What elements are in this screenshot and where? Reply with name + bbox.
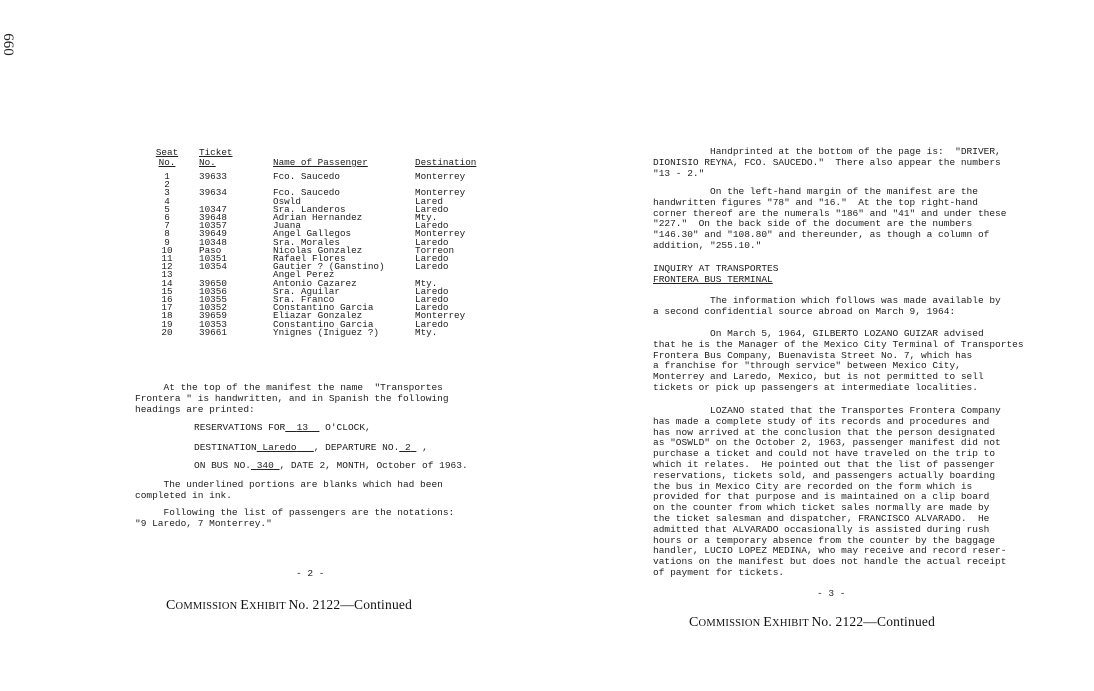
seat-cell: 5 <box>164 203 170 215</box>
seat-cell: 8 <box>164 228 170 240</box>
seat-cell: 1 <box>164 171 170 182</box>
ticket-cell: 39648 <box>199 212 227 224</box>
ticket-cell: 39649 <box>199 228 227 240</box>
right-para-3: The information which follows was made available by a second confidential source abroad on March 9, 1964: <box>653 295 1001 317</box>
left-para-1: At the top of the manifest the name "Transportes Frontera " is handwritten, and in Spanish the following headings are printed: <box>135 382 449 415</box>
ticket-cell: 10347 <box>199 203 227 215</box>
destination-value: Laredo <box>262 442 297 453</box>
header-destination: Destination <box>415 157 477 168</box>
seat-cell: 19 <box>161 318 173 330</box>
name-cell: Eliazar Gonzalez <box>273 310 363 322</box>
destination-cell: Mty. <box>415 277 438 289</box>
seat-cell: 4 <box>164 195 170 207</box>
seat-cell: 18 <box>161 310 173 322</box>
name-cell: Juana <box>273 220 301 232</box>
destination-cell: Monterrey <box>415 171 466 182</box>
destination-cell: Laredo <box>415 236 449 248</box>
manifest-body <box>135 173 485 337</box>
ticket-cell: 39650 <box>199 277 227 289</box>
section-heading-line-2: FRONTERA BUS TERMINAL <box>653 273 773 285</box>
destination-cell: Laredo <box>415 220 449 232</box>
name-cell: Angel Perez <box>273 269 335 281</box>
destination-cell: Monterrey <box>415 310 466 322</box>
header-seat: Seat No. <box>155 147 179 168</box>
right-para-2: On the left-hand margin of the manifest are the handwritten figures "78" and "16." At the top right-hand corner thereof are the numerals "186" and "41" and under these "227." On the back side of the document are the numbers "146.30" and "108.80" and thereunder, as though a column of addition, "255.10." <box>653 186 1007 251</box>
seat-cell: 13 <box>161 269 173 281</box>
ticket-cell: 39633 <box>199 171 227 182</box>
destination-cell: Torreon <box>415 244 455 256</box>
name-cell: Antonio Cazarez <box>273 277 357 289</box>
seat-cell: 9 <box>164 236 170 248</box>
form-line-bus <box>194 461 468 472</box>
destination-cell: Laredo <box>415 203 449 215</box>
right-para-1: Handprinted at the bottom of the page is: "DRIVER, DIONISIO REYNA, FCO. SAUCEDO." There also appear the numbers "13 - 2." <box>653 146 1001 179</box>
destination-cell: Mty. <box>415 212 438 224</box>
ticket-cell: 39659 <box>199 310 227 322</box>
right-para-5: LOZANO stated that the Transportes Frontera Company has made a complete study of its records and procedures and has now arrived at the conclusion that the person designated as "OSWLD" on the October 2, 1963, passenger manifest did not purchase a ticket and could not have traveled on the trip to which it relates. He pointed out that the list of passenger reservations, tickets sold, and passengers actually boarding the bus in Mexico City are recorded on the form which is provided for that purpose and is maintained on a clip board on the counter from which ticket sales normally are made by the ticket salesman and dispatcher, FRANCISCO ALVARADO. He admitted that ALVARADO occasionally is assisted during rush hours or a temporary absence from the counter by the baggage handler, LUCIO LOPEZ MEDINA, who may receive and record reser- vations on the manifest but does not handle the actual receipt of payment for tickets. <box>653 405 1007 578</box>
form-line-reservations <box>194 423 371 434</box>
name-cell: Angel Gallegos <box>273 228 352 240</box>
name-cell: Nicolas Gonzalez <box>273 244 363 256</box>
destination-label: DESTINATION <box>194 442 257 453</box>
destination-cell: Laredo <box>415 285 449 297</box>
seat-cell: 16 <box>161 294 173 306</box>
form-line-destination: DESTINATION Laredo , DEPARTURE NO. 2 , <box>194 442 428 453</box>
seat-cell: 10 <box>161 244 173 256</box>
reservations-value: 13 <box>296 422 309 433</box>
left-page-number: - 2 - <box>296 568 325 579</box>
destination-cell: Laredo <box>415 318 449 330</box>
name-cell: Constantino Garcia <box>273 302 374 314</box>
name-cell: Rafael Flores <box>273 253 346 265</box>
seat-cell: 11 <box>161 253 173 265</box>
name-cell: Sra. Franco <box>273 294 335 306</box>
ticket-cell: 10352 <box>199 302 227 314</box>
ticket-cell: 10348 <box>199 236 227 248</box>
table-row <box>135 329 485 337</box>
destination-cell: Laredo <box>415 302 449 314</box>
destination-cell: Laredo <box>415 261 449 273</box>
name-cell: Ynignes (Iniguez ?) <box>273 326 380 338</box>
name-cell: Fco. Saucedo <box>273 187 340 199</box>
right-para-4: On March 5, 1964, GILBERTO LOZANO GUIZAR advised that he is the Manager of the Mexico City Terminal of Transportes Frontera Bus Company, Buenavista Street No. 7, which has a franchise for "through service" between Mexico City, Monterrey and Laredo, Mexico, but is not permitted to sell tickets or pick up passengers at intermediate localities. <box>653 328 1024 393</box>
destination-cell: Lared <box>415 195 443 207</box>
departure-label: , DEPARTURE NO. <box>313 442 400 453</box>
ticket-cell: 10356 <box>199 285 227 297</box>
name-cell: Constantino Garcia <box>273 318 374 330</box>
header-name: Name of Passenger <box>273 157 368 168</box>
ticket-cell: 10353 <box>199 318 227 330</box>
section-heading-line-1: INQUIRY AT TRANSPORTES <box>653 263 779 274</box>
destination-cell: Laredo <box>415 294 449 306</box>
passenger-manifest-table <box>135 148 485 337</box>
bus-value: 340 <box>256 460 274 471</box>
bus-label: ON BUS NO. <box>194 460 252 471</box>
destination-cell: Monterrey <box>415 187 466 199</box>
seat-cell: 12 <box>161 261 173 273</box>
seat-cell: 6 <box>164 212 170 224</box>
name-cell: Sra. Aguilar <box>273 285 340 297</box>
name-cell: Oswld <box>273 195 301 207</box>
ticket-cell: 10351 <box>199 253 227 265</box>
destination-cell: Monterrey <box>415 228 466 240</box>
seat-cell: 14 <box>161 277 173 289</box>
seat-cell: 20 <box>161 326 173 338</box>
left-caption: COMMISSION EXHIBIT No. 2122—Continued <box>166 597 413 613</box>
section-heading <box>653 264 778 286</box>
seat-cell: 17 <box>161 302 173 314</box>
destination-cell: Laredo <box>415 253 449 265</box>
name-cell: Adrian Hernandez <box>273 212 363 224</box>
date-label: , DATE 2, MONTH, October of 1963. <box>279 460 468 471</box>
left-para-3: Following the list of passengers are the notations: "9 Laredo, 7 Monterrey." <box>135 507 455 529</box>
name-cell: Sra. Landeros <box>273 203 346 215</box>
table-row <box>135 173 485 181</box>
name-cell: Gautier ? (Ganstino) <box>273 261 385 273</box>
departure-value: 2 <box>404 442 411 453</box>
name-cell: Fco. Saucedo <box>273 171 340 182</box>
ticket-cell: 39634 <box>199 187 227 199</box>
right-caption: COMMISSION EXHIBIT No. 2122—Continued <box>689 614 936 630</box>
ticket-cell: 10355 <box>199 294 227 306</box>
oclock-label: O'CLOCK, <box>325 422 371 433</box>
ticket-cell: 10357 <box>199 220 227 232</box>
ticket-cell: 10354 <box>199 261 227 273</box>
seat-cell: 7 <box>164 220 170 232</box>
ticket-cell: Paso <box>199 244 222 256</box>
table-header-row <box>135 148 485 173</box>
destination-cell: Mty. <box>415 326 438 338</box>
seat-cell: 15 <box>161 285 173 297</box>
right-page-number: - 3 - <box>817 588 846 599</box>
name-cell: Sra. Morales <box>273 236 340 248</box>
reservations-label: RESERVATIONS FOR <box>194 422 286 433</box>
seat-cell: 2 <box>164 179 170 191</box>
left-para-2: The underlined portions are blanks which had been completed in ink. <box>135 479 443 501</box>
header-ticket: Ticket No. <box>199 147 233 168</box>
seat-cell: 3 <box>164 187 170 199</box>
side-page-number: 660 <box>0 33 16 56</box>
ticket-cell: 39661 <box>199 326 227 338</box>
